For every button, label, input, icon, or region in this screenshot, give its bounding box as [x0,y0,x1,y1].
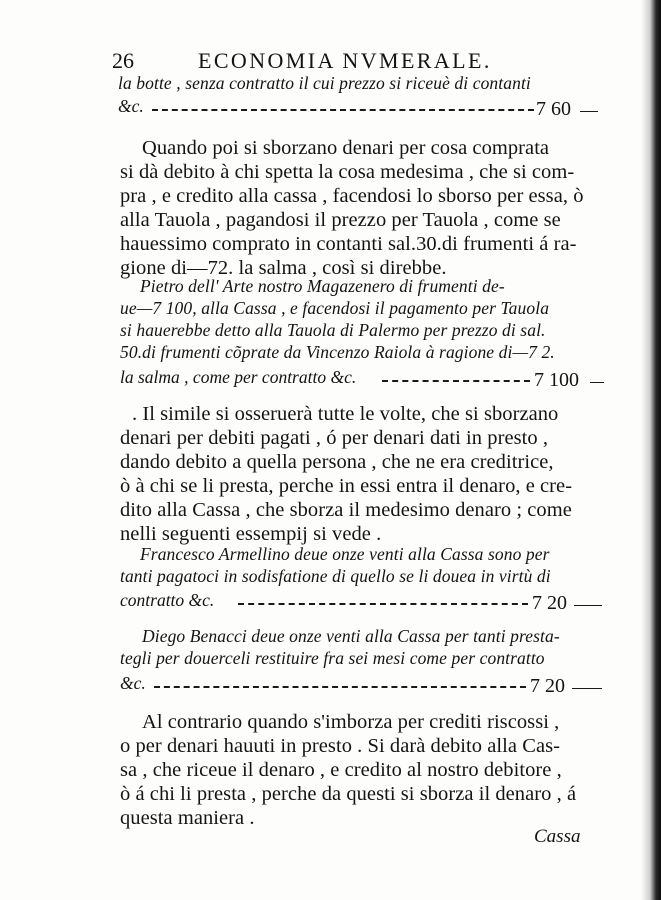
amount-rule [580,111,598,112]
amount-value: 7 100 [534,369,579,391]
amount-row [120,367,600,391]
body-line: questa maniera . [120,807,255,829]
amount-row [120,590,600,614]
amount-row [118,96,598,120]
body-line: gione di—72. la salma , così si direbbe. [120,257,447,279]
dotted-leader [382,380,530,382]
amount-value: 7 20 [532,592,567,614]
body-line: nelli seguenti essempij si vede . [120,523,382,545]
entry-line: tanti pagatoci in sodisfatione di quello se li douea in virtù di [120,566,551,586]
body-line: ò à chi se li presta, perche in essi entra il denaro, e cre- [120,475,573,497]
amount-rule [572,688,602,689]
entry-line: 50.di frumenti cõprate da Vincenzo Raiola à ragione di—7 2. [120,342,555,362]
body-line: pra , e credito alla cassa , facendosi lo sborso per essa, ò [120,185,584,207]
amount-row-label: contratto &c. [120,590,215,610]
entry-line: Francesco Armellino deue onze venti alla Cassa sono per [140,544,550,564]
page-binding-edge [641,0,661,900]
catchword: Cassa [534,826,581,847]
entry-line: si hauerebbe detto alla Tauola di Palermo per prezzo di sal. [120,320,546,340]
entry-line: Diego Benacci deue onze venti alla Cassa per tanti presta- [142,626,560,646]
body-line: dando debito a quella persona , che ne era creditrice, [120,451,554,473]
body-line: ò á chi li presta , perche da questi si sborza il denaro , á [120,783,577,805]
body-line: denari per debiti pagati , ó per denari dati in presto , [120,427,549,449]
amount-rule [574,605,602,606]
body-line: Al contrario quando s'imborza per crediti riscossi , [142,711,560,733]
entry-line: ue—7 100, alla Cassa , e facendosi il pagamento per Tauola [120,298,550,318]
body-line: si dà debito à chi spetta la cosa medesima , che si com- [120,161,575,183]
page-number: 26 [112,48,134,73]
amount-value: 7 60 [536,98,571,120]
body-line: hauessimo comprato in contanti sal.30.di frumenti á ra- [120,233,577,255]
body-line: alla Tauola , pagandosi il prezzo per Tauola , come se [120,209,561,231]
amount-row-label: &c. [120,673,146,693]
entry-line: Pietro dell' Arte nostro Magazenero di frumenti de- [140,276,505,296]
amount-value: 7 20 [530,675,565,697]
amount-rule [590,382,604,383]
amount-row-label: la salma , come per contratto &c. [120,367,357,387]
entry-line: tegli per douerceli restituire fra sei mesi come per contratto [120,648,545,668]
dotted-leader [154,686,526,688]
body-line: sa , che riceue il denaro , e credito al nostro debitore , [120,759,562,781]
running-title: ECONOMIA NVMERALE. [198,48,492,73]
body-line: dito alla Cassa , che sborza il medesimo denaro ; come [120,499,572,521]
dotted-leader [152,109,534,111]
body-line: . Il simile si osseruerà tutte le volte, che si sborzano [132,403,559,425]
dotted-leader [238,603,528,605]
body-line: o per denari hauuti in presto . Si darà debito alla Cas- [120,735,561,757]
entry-line: la botte , senza contratto il cui prezzo si riceuè di contanti [118,73,531,93]
amount-row-label: &c. [118,96,144,116]
body-line: Quando poi si sborzano denari per cosa comprata [142,137,550,159]
amount-row [120,673,600,697]
